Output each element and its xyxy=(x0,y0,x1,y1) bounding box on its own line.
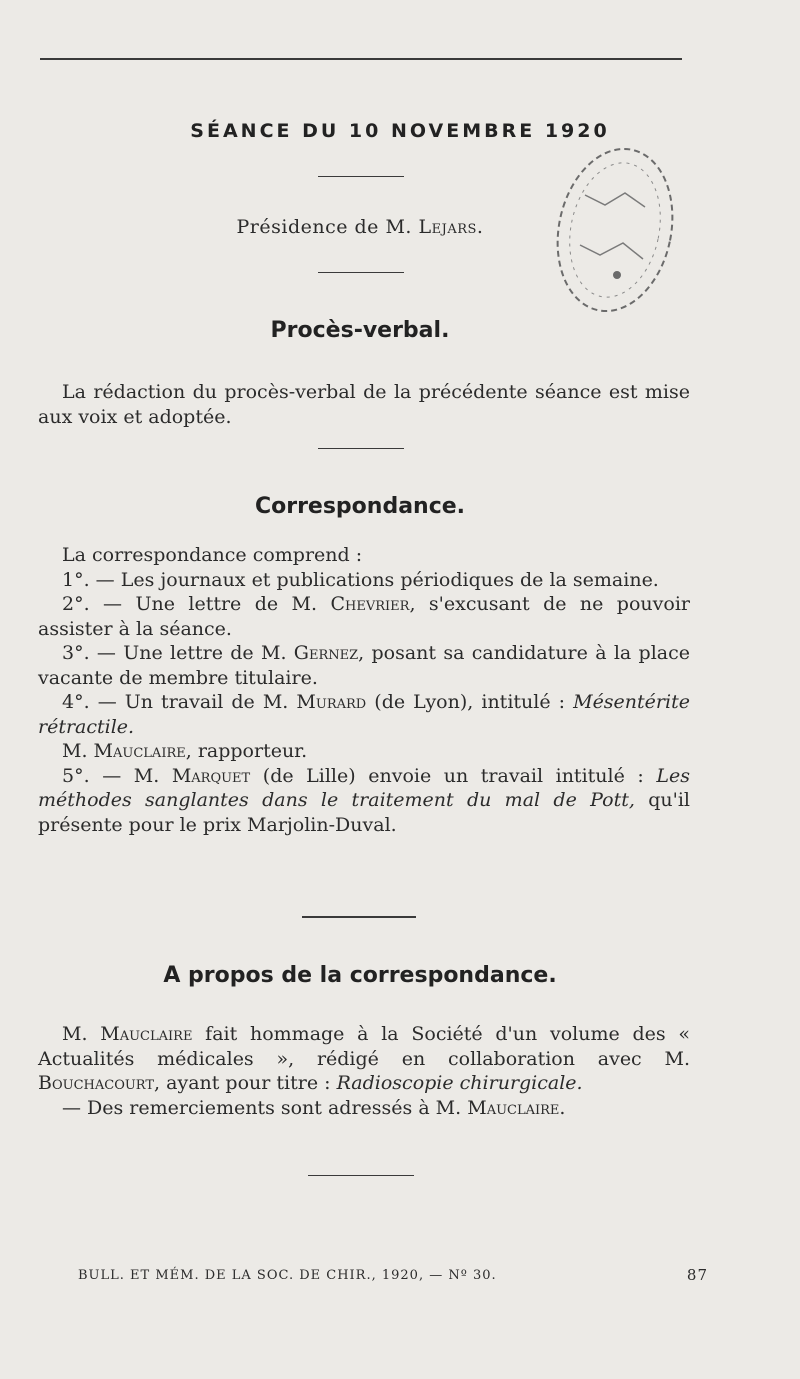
top-rule xyxy=(40,58,682,60)
work-title: Mésentérite rétractile. xyxy=(38,691,690,738)
proces-verbal-heading: Procès-verbal. xyxy=(270,318,450,343)
correspondance-item-4: 4°. — Un travail de M. Murard (de Lyon), intitulé : Mésentérite rétractile. xyxy=(38,691,690,738)
section-divider xyxy=(302,916,416,918)
library-stamp-icon xyxy=(545,135,685,345)
person-name: Gernez xyxy=(293,642,359,664)
presidence-prefix: Présidence de M. xyxy=(236,216,412,238)
section-divider xyxy=(318,272,404,273)
person-name: Mauclaire. xyxy=(467,1096,566,1119)
person-name: Marquet xyxy=(171,764,251,787)
correspondance-item-1: 1°. — Les journaux et publications périodiques de la semaine. xyxy=(62,568,659,591)
proces-verbal-text xyxy=(38,380,690,429)
correspondance-item-3: 3°. — Une lettre de M. Gernez, posant sa candidature à la place vacante de membre titulaire. xyxy=(38,642,690,689)
a-propos-paragraph-2: — Des remerciements sont adressés à M. Mauclaire. xyxy=(62,1096,566,1119)
correspondance-item-5: 5°. — M. Marquet (de Lille) envoie un travail intitulé : Les méthodes sanglantes dans le traitement du mal de Pott, qu'il présente pour le prix Marjolin-Duval. xyxy=(38,764,690,836)
a-propos-text xyxy=(38,1022,690,1120)
section-divider xyxy=(308,1175,414,1176)
correspondance-text xyxy=(38,543,690,837)
section-divider xyxy=(318,448,404,449)
work-title: Radioscopie chirurgicale. xyxy=(336,1072,583,1094)
footer-citation: BULL. ET MÉM. DE LA SOC. DE CHIR., 1920, — Nº 30. xyxy=(78,1268,497,1283)
work-title: Les méthodes sanglantes dans le traitement du mal de Pott, xyxy=(38,764,690,811)
page-number: 87 xyxy=(686,1266,708,1284)
person-name: Chevrier xyxy=(330,593,410,615)
person-name: Mauclaire xyxy=(93,740,186,762)
a-propos-paragraph-1: M. Mauclaire fait hommage à la Société d'un volume des « Actualités médicales », rédigé en collaboration avec M. Bouchacourt, ayant pour titre : Radioscopie chirurgicale. xyxy=(38,1023,690,1094)
person-name: Mauclaire xyxy=(100,1023,193,1045)
presidence-name: Lejars. xyxy=(418,216,484,238)
seance-title: SÉANCE DU 10 NOVEMBRE 1920 xyxy=(190,120,610,142)
person-name: Murard xyxy=(296,691,367,713)
correspondance-item-2: 2°. — Une lettre de M. Chevrier, s'excusant de ne pouvoir assister à la séance. xyxy=(38,593,690,640)
page-footer xyxy=(78,1268,708,1283)
proces-verbal-paragraph: La rédaction du procès-verbal de la précédente séance est mise aux voix et adoptée. xyxy=(38,381,690,428)
correspondance-intro: La correspondance comprend : xyxy=(62,544,363,566)
a-propos-heading: A propos de la correspondance. xyxy=(163,963,557,988)
correspondance-heading: Correspondance. xyxy=(254,494,466,519)
correspondance-rapporteur: M. Mauclaire, rapporteur. xyxy=(62,740,308,762)
section-divider xyxy=(318,176,404,177)
person-name: Bouchacourt xyxy=(38,1072,155,1094)
